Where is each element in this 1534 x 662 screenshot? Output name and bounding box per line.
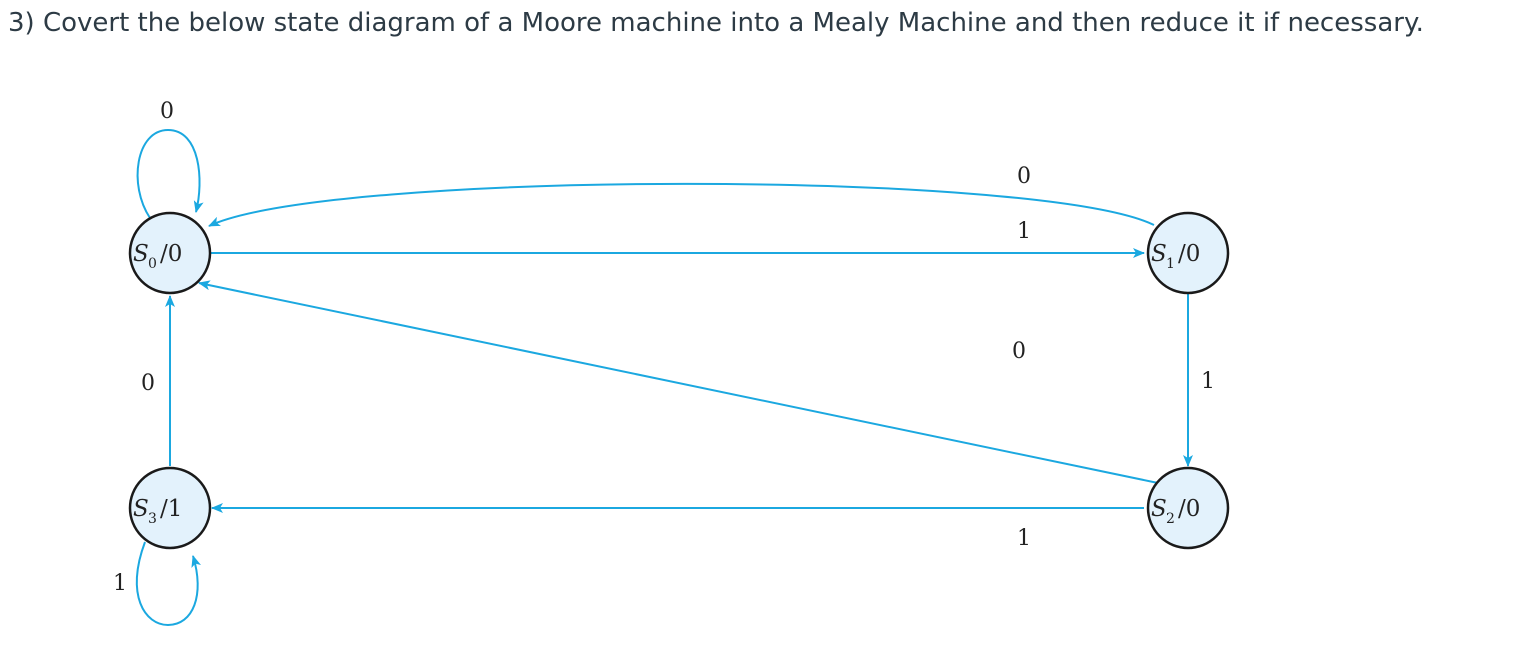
state-s3-output: /1 xyxy=(160,496,183,522)
state-s3-subscript: 3 xyxy=(148,511,157,527)
state-s1-output: /0 xyxy=(1178,241,1201,267)
label-s0-to-s1: 1 xyxy=(1017,219,1031,244)
label-s1-to-s2: 1 xyxy=(1201,369,1215,394)
label-s3-to-s0: 0 xyxy=(141,371,155,396)
state-s2-output: /0 xyxy=(1178,496,1201,522)
state-s2-letter: S xyxy=(1151,496,1167,522)
label-s3-self-loop: 1 xyxy=(113,571,127,596)
edge-s1-to-s0 xyxy=(209,184,1154,226)
question-text: 3) Covert the below state diagram of a Moore machine into a Mealy Machine and then reduce it if necessary. xyxy=(8,8,1424,38)
state-s1 xyxy=(1148,213,1228,293)
label-s2-to-s0: 0 xyxy=(1012,339,1026,364)
state-s1-letter: S xyxy=(1151,241,1167,267)
state-s0-letter: S xyxy=(133,241,149,267)
state-s2 xyxy=(1148,468,1228,548)
state-s1-subscript: 1 xyxy=(1166,256,1175,272)
state-s0 xyxy=(130,213,210,293)
label-s1-to-s0: 0 xyxy=(1017,164,1031,189)
label-s2-to-s3: 1 xyxy=(1017,526,1031,551)
state-s3-letter: S xyxy=(133,496,149,522)
edge-s0-self-loop xyxy=(138,130,200,218)
edge-s3-self-loop xyxy=(137,542,198,625)
state-s0-subscript: 0 xyxy=(148,256,157,272)
state-s3 xyxy=(130,468,210,548)
label-s0-self-loop: 0 xyxy=(160,99,174,124)
state-s2-subscript: 2 xyxy=(1166,511,1175,527)
edge-s2-to-s0 xyxy=(199,283,1158,483)
state-s0-output: /0 xyxy=(160,241,183,267)
